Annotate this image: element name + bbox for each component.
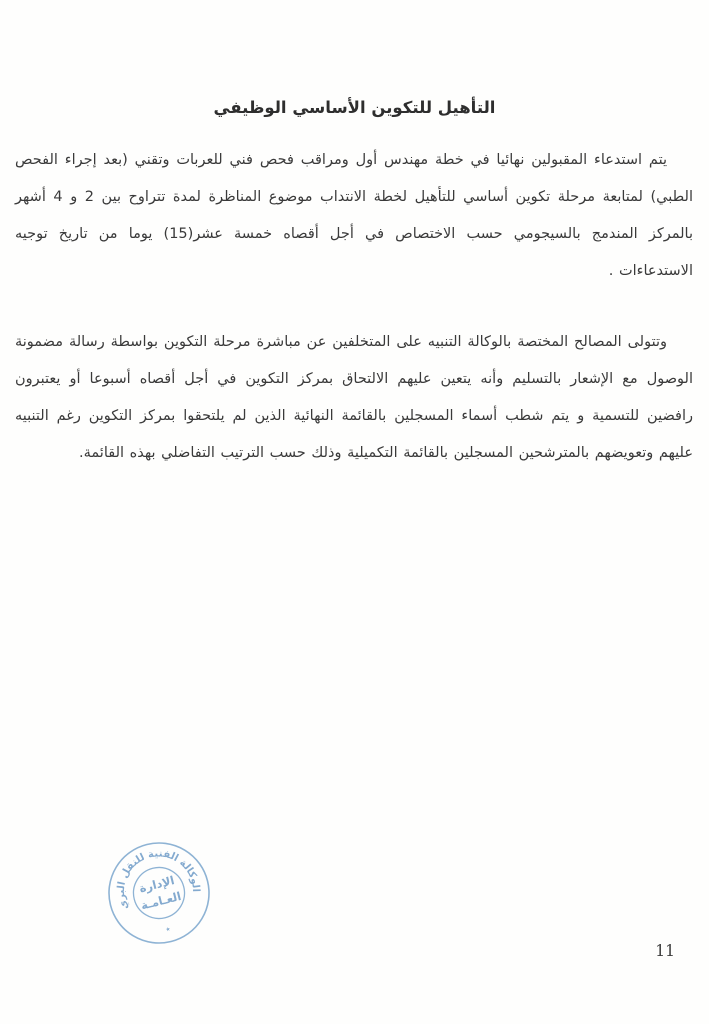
page-number: 11 bbox=[655, 942, 675, 960]
stamp-star-icon: ٭ bbox=[164, 924, 172, 936]
official-stamp bbox=[86, 820, 232, 966]
stamp-center-line1: الإدارة bbox=[137, 873, 176, 896]
stamp-center-line2: العـامـة bbox=[139, 889, 183, 913]
paragraph-training-call: يتم استدعاء المقبولين نهائيا في خطة مهندس أول ومراقب فحص فني للعربات وتقني (بعد إجراء الفحص الطبي) لمتابعة مرحلة تكوين أساسي للتأهيل لخطة الانتداب موضوع المناظرة لمدة تتراوح بين 2 و 4 أشهر بالمركز المندمج بالسيجومي حسب الاختصاص في أجل أقصاه خمسة عشر(15) يوما من تاريخ توجيه الاستدعاءات . bbox=[15, 152, 693, 279]
stamp-inner-circle bbox=[128, 862, 190, 924]
page-title: التأهيل للتكوين الأساسي الوظيفي bbox=[213, 98, 496, 117]
stamp-ring-text: الوكالة الفنية للنقل البري bbox=[115, 848, 202, 912]
paragraph-absence-procedure: وتتولى المصالح المختصة بالوكالة التنبيه على المتخلفين عن مباشرة مرحلة التكوين بواسطة رسالة مضمونة الوصول مع الإشعار بالتسليم وأنه يتعين عليهم الالتحاق بمركز التكوين في أجل أقصاه أسبوعا أو يعتبرون رافضين للتسمية و يتم شطب أسماء المسجلين بالقائمة النهائية الذين لم يلتحقوا بمركز التكوين رغم التنبيه عليهم وتعويضهم بالمترشحين المسجلين بالقائمة التكميلية وذلك حسب الترتيب التفاضلي بهذه القائمة. bbox=[15, 334, 693, 461]
stamp-seal-icon bbox=[86, 820, 232, 966]
